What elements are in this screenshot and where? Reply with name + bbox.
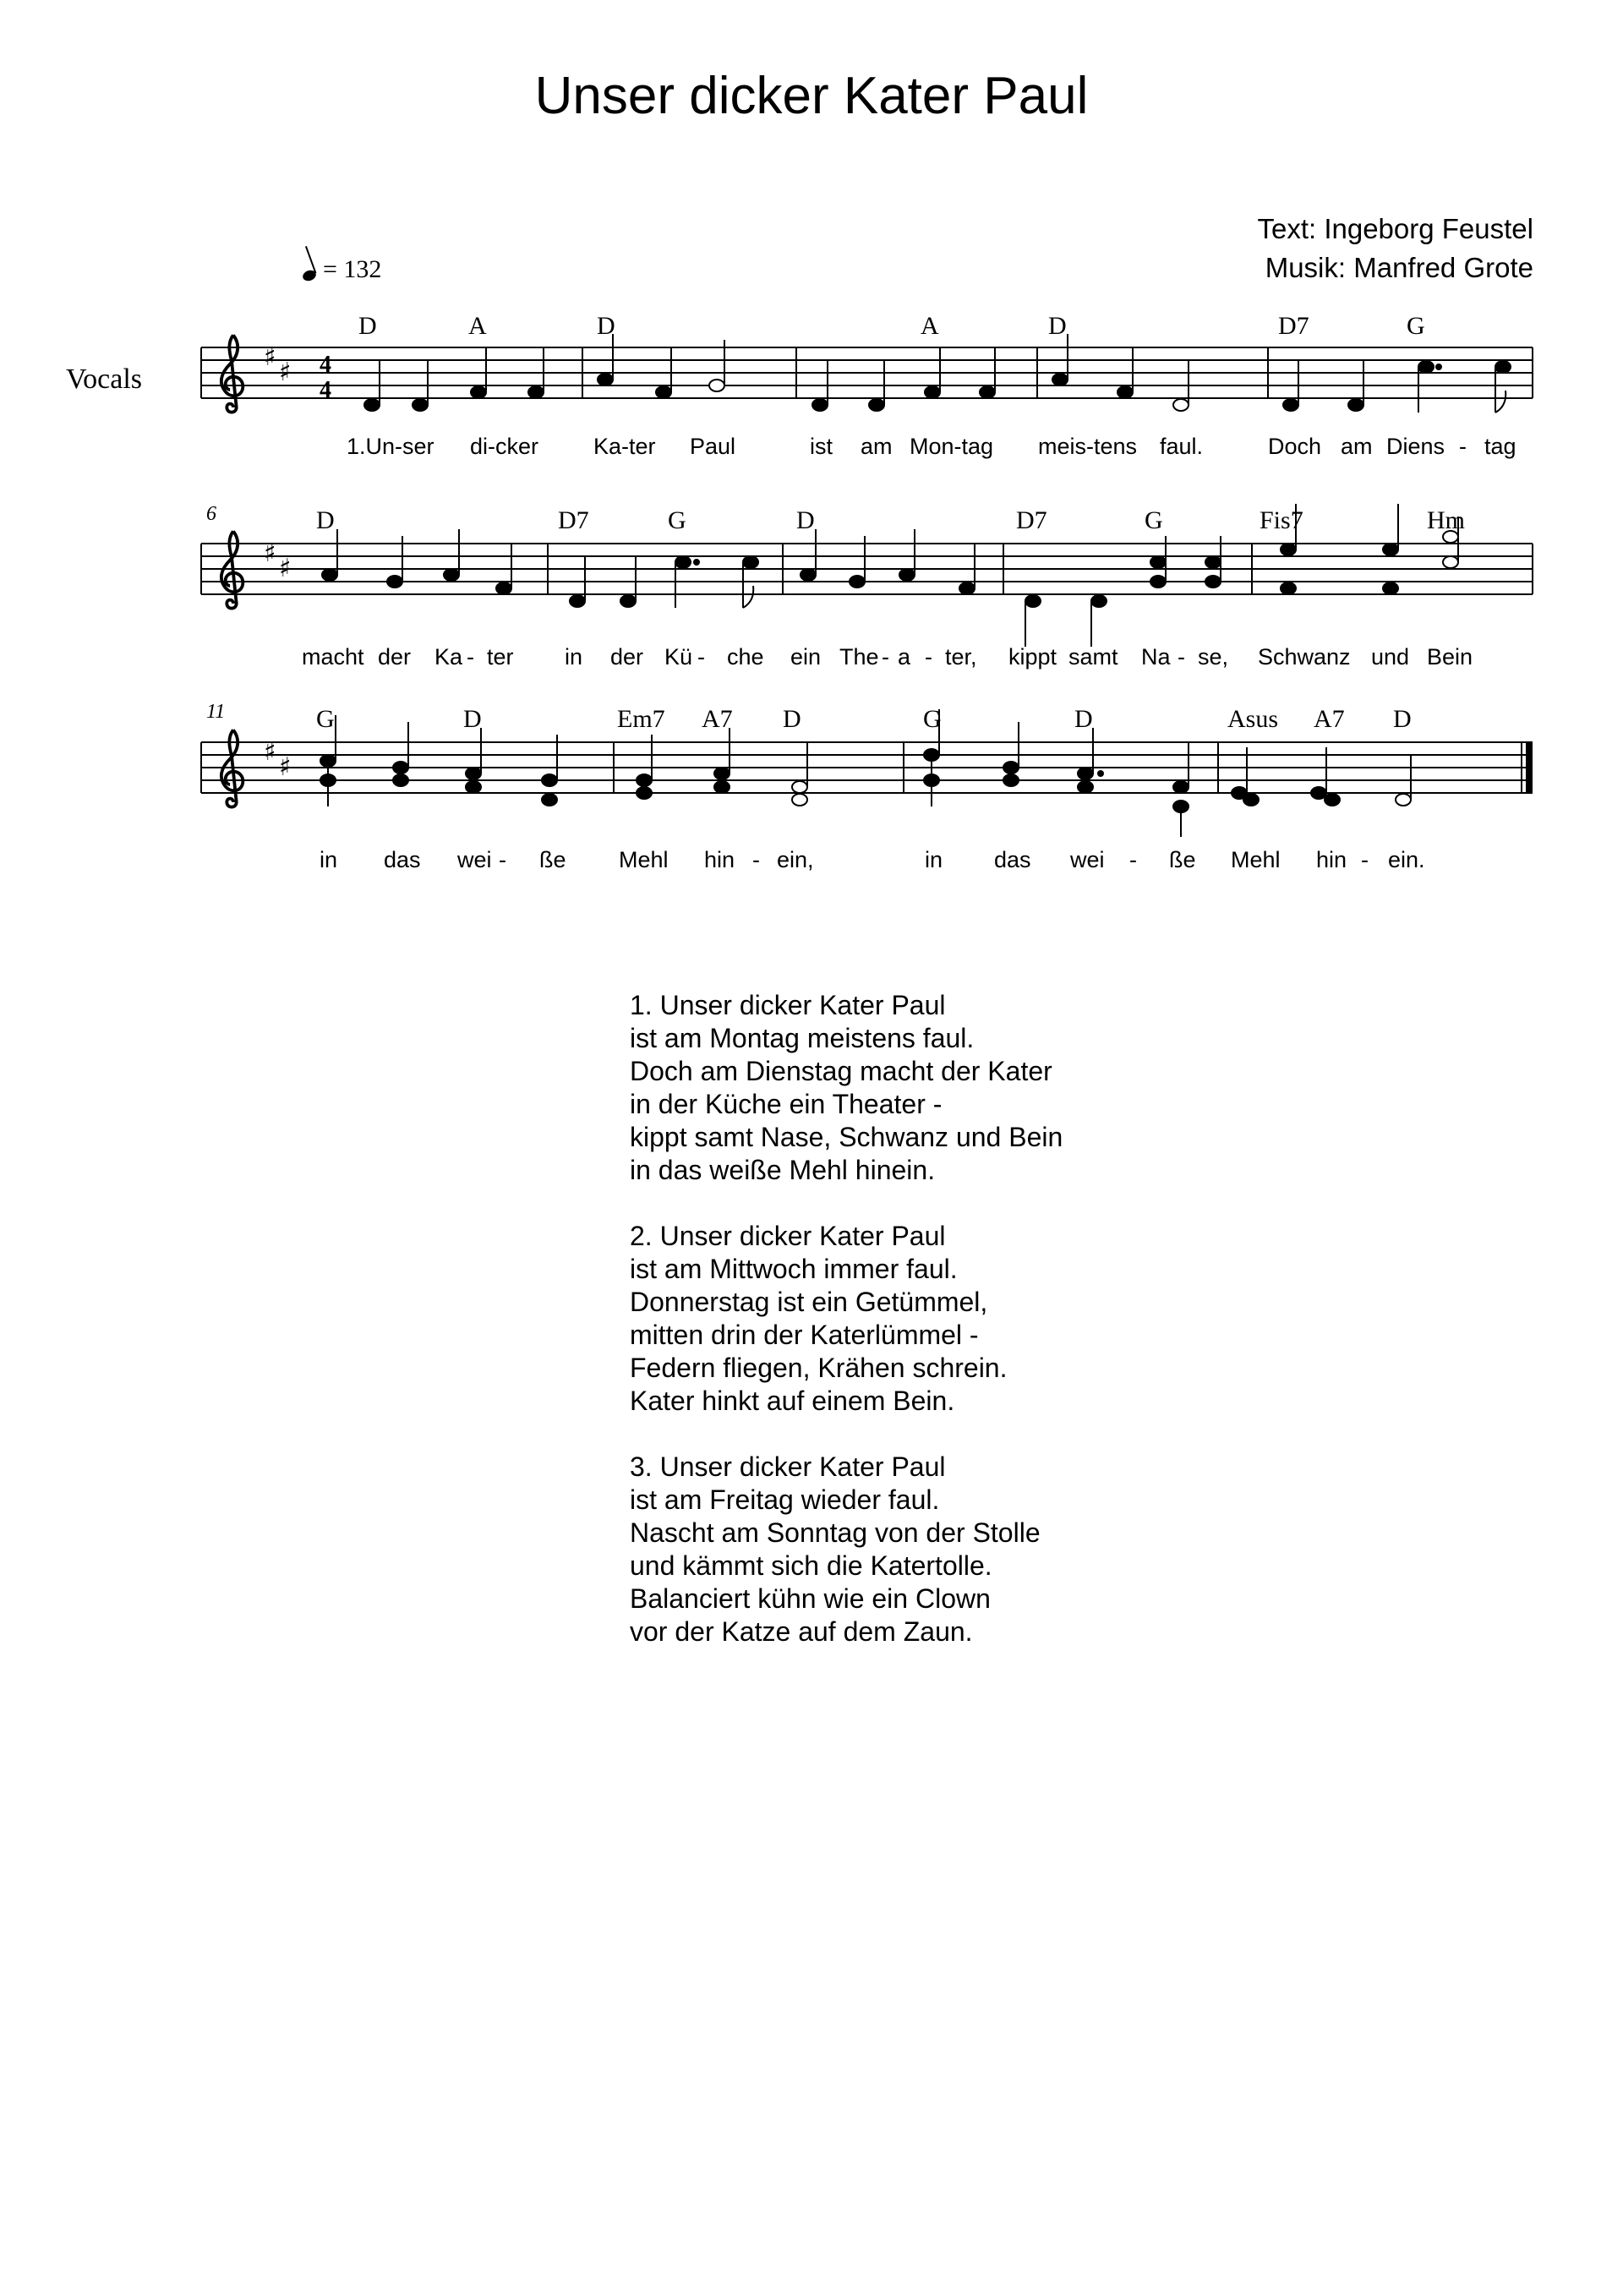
lyric-syllable: ter,	[945, 644, 977, 670]
chord: Asus	[1227, 705, 1279, 733]
lyric-syllable: Bein	[1427, 644, 1473, 670]
svg-text:♯: ♯	[279, 554, 292, 583]
chord: Fis7	[1260, 506, 1303, 534]
lyric-syllable: The	[839, 644, 879, 670]
verse-line: ist am Montag meistens faul.	[630, 1023, 975, 1053]
chord-symbols	[316, 506, 1465, 534]
lyric-syllable: Na	[1141, 644, 1171, 670]
lyric-syllable: Mehl	[619, 847, 669, 872]
verse-line: in der Küche ein Theater -	[630, 1089, 943, 1119]
lyric-syllable: Ka	[434, 644, 463, 670]
lyric-syllable: und	[1371, 644, 1410, 670]
verse-line: Federn fliegen, Krähen schrein.	[630, 1353, 1008, 1383]
lyric-syllable: in	[320, 847, 338, 872]
lyric-syllable: che	[727, 644, 764, 670]
lyric-syllable: tag	[1484, 434, 1516, 459]
chord: D	[1074, 705, 1093, 733]
lyric-syllable: -	[1361, 847, 1369, 872]
chord: G	[1407, 312, 1425, 340]
verse-line: ist am Mittwoch immer faul.	[630, 1254, 958, 1284]
system-1	[201, 312, 1533, 459]
chord: D	[597, 312, 615, 340]
time-signature: 4	[320, 352, 331, 378]
composer-credit: Musik: Manfred Grote	[1265, 252, 1533, 283]
lyric-syllable: der	[378, 644, 412, 670]
lyric-syllable: Mehl	[1231, 847, 1281, 872]
chord: Hm	[1427, 506, 1465, 534]
verse-line: Doch am Dienstag macht der Kater	[630, 1056, 1052, 1086]
lyric-syllable: kippt	[1008, 644, 1057, 670]
lyric-syllable: Paul	[690, 434, 736, 459]
verse-1	[630, 989, 1063, 1187]
lyric-syllable: -	[499, 847, 506, 872]
verse-line: 2. Unser dicker Kater Paul	[630, 1221, 946, 1251]
lyric-syllable: meis-tens	[1038, 434, 1138, 459]
chord-symbols	[316, 705, 1412, 733]
lyric-syllable: Ka-ter	[593, 434, 656, 459]
lyric-syllable: Doch	[1268, 434, 1322, 459]
verse-3	[630, 1451, 1063, 1648]
system-3	[201, 701, 1533, 872]
chord: A7	[702, 705, 733, 733]
lyric-syllable: -	[1459, 434, 1467, 459]
chord: D	[783, 705, 801, 733]
lyric-syllable: hin	[1316, 847, 1347, 872]
lyric-syllable: -	[752, 847, 760, 872]
chord: G	[316, 705, 335, 733]
verse-line: 1. Unser dicker Kater Paul	[630, 990, 946, 1020]
chord: D	[1048, 312, 1067, 340]
lyrics-line	[320, 847, 1425, 872]
verse-line: Nascht am Sonntag von der Stolle	[630, 1517, 1041, 1548]
chord-symbols	[358, 312, 1425, 340]
instrument-label: Vocals	[66, 364, 143, 395]
lyric-syllable: wei	[1070, 847, 1105, 872]
chord: D7	[1016, 506, 1047, 534]
lyric-syllable: -	[925, 644, 932, 670]
lyric-syllable: der	[610, 644, 644, 670]
lyrics-line	[302, 644, 1473, 670]
key-signature: ♯	[264, 538, 276, 568]
lyric-syllable: Diens	[1386, 434, 1445, 459]
svg-text:4: 4	[320, 377, 331, 403]
lyric-syllable: -	[1129, 847, 1137, 872]
lyric-syllable: Mon-tag	[910, 434, 994, 459]
system-2	[201, 503, 1533, 670]
chord: D	[358, 312, 377, 340]
lyric-syllable: hin	[704, 847, 735, 872]
song-title: Unser dicker Kater Paul	[534, 67, 1089, 125]
verse-line: ist am Freitag wieder faul.	[630, 1484, 940, 1515]
svg-text:♯: ♯	[279, 752, 292, 782]
staff-lines	[201, 347, 1533, 398]
lyric-syllable: faul.	[1160, 434, 1204, 459]
verse-line: vor der Katze auf dem Zaun.	[630, 1616, 973, 1647]
sheet-music	[0, 0, 1623, 930]
verses	[630, 989, 1063, 1681]
lyric-syllable: ein.	[1388, 847, 1425, 872]
chord: D	[796, 506, 815, 534]
chord: Em7	[617, 705, 665, 733]
lyric-syllable: in	[565, 644, 583, 670]
lyric-syllable: wei	[457, 847, 492, 872]
verse-line: mitten drin der Katerlümmel -	[630, 1320, 979, 1350]
lyric-syllable: ter	[487, 644, 514, 670]
svg-text:♯: ♯	[279, 358, 292, 387]
lyric-syllable: samt	[1068, 644, 1118, 670]
lyric-syllable: Schwanz	[1258, 644, 1351, 670]
lyric-syllable: am	[861, 434, 893, 459]
verse-line: kippt samt Nase, Schwanz und Bein	[630, 1122, 1063, 1152]
lyrics-line	[347, 434, 1516, 459]
lyric-syllable: a	[898, 644, 911, 670]
lyric-syllable: das	[384, 847, 421, 872]
lyric-syllable: am	[1341, 434, 1373, 459]
chord: A	[468, 312, 487, 340]
measure-number: 11	[206, 701, 226, 723]
verse-line: 3. Unser dicker Kater Paul	[630, 1451, 946, 1482]
lyric-syllable: ein,	[777, 847, 814, 872]
chord: A7	[1314, 705, 1345, 733]
chord: A	[921, 312, 939, 340]
lyric-syllable: -	[882, 644, 889, 670]
chord: D	[463, 705, 482, 733]
verse-line: Kater hinkt auf einem Bein.	[630, 1386, 955, 1416]
chord: G	[923, 705, 942, 733]
tempo-value: = 132	[323, 255, 382, 283]
lyric-syllable: in	[925, 847, 943, 872]
staff-lines	[201, 544, 1533, 594]
lyric-syllable: -	[697, 644, 705, 670]
lyric-syllable: di-cker	[470, 434, 539, 459]
chord: D7	[1278, 312, 1309, 340]
verse-line: Balanciert kühn wie ein Clown	[630, 1583, 991, 1614]
lyricist-credit: Text: Ingeborg Feustel	[1257, 213, 1533, 244]
key-signature: ♯	[264, 342, 276, 372]
lyric-syllable: 1.Un-ser	[347, 434, 434, 459]
lyric-syllable: se,	[1198, 644, 1229, 670]
chord: G	[668, 506, 686, 534]
lyric-syllable: -	[1178, 644, 1185, 670]
chord: D	[1393, 705, 1412, 733]
lyric-syllable: Kü	[664, 644, 693, 670]
lyric-syllable: ße	[539, 847, 566, 872]
chord: D7	[558, 506, 589, 534]
verse-line: und kämmt sich die Katertolle.	[630, 1550, 992, 1581]
chord: D	[316, 506, 335, 534]
lyric-syllable: macht	[302, 644, 364, 670]
lyric-syllable: ist	[810, 434, 833, 459]
lyric-syllable: ein	[790, 644, 822, 670]
measure-number: 6	[206, 503, 216, 525]
chord: G	[1145, 506, 1163, 534]
verse-line: Donnerstag ist ein Getümmel,	[630, 1287, 988, 1317]
verse-2	[630, 1220, 1063, 1418]
lyric-syllable: das	[994, 847, 1031, 872]
key-signature: ♯	[264, 737, 276, 767]
lyric-syllable: -	[467, 644, 474, 670]
verse-line: in das weiße Mehl hinein.	[630, 1155, 936, 1185]
lyric-syllable: ße	[1169, 847, 1196, 872]
